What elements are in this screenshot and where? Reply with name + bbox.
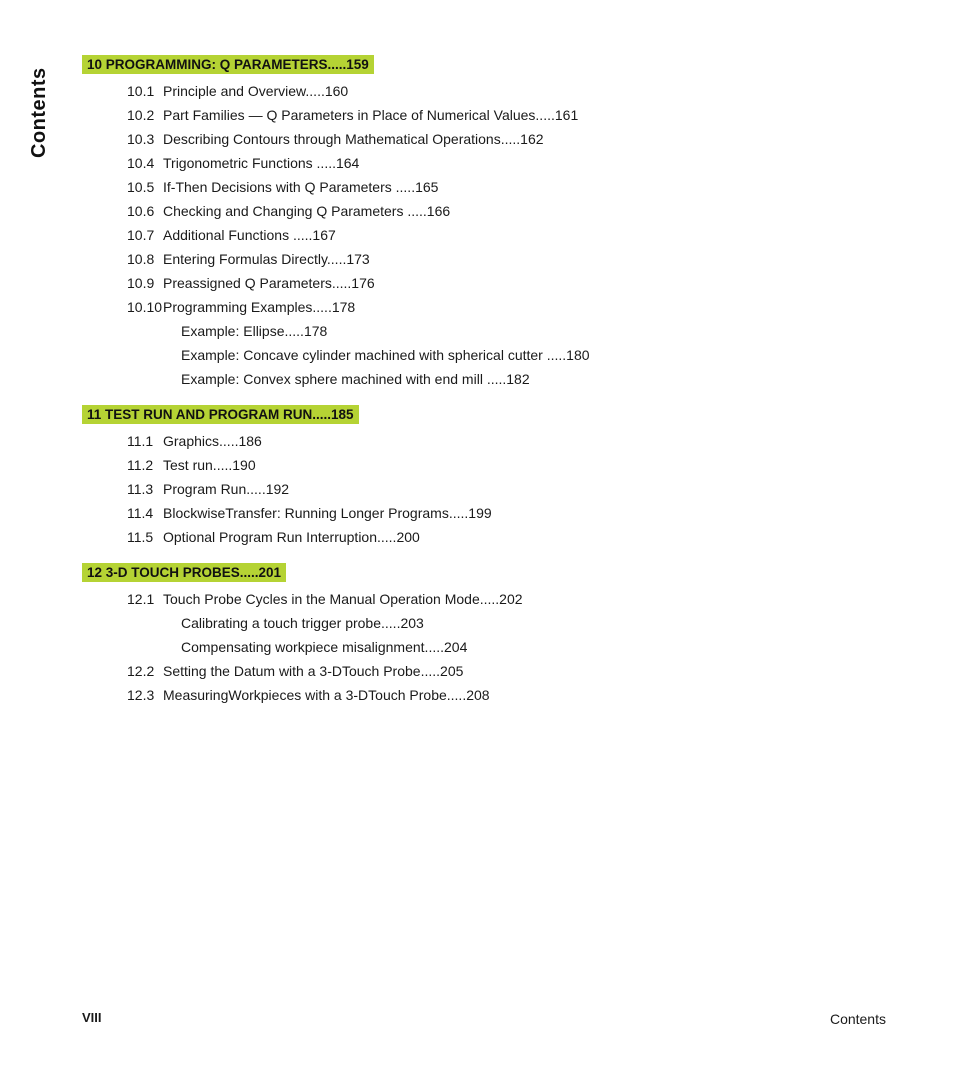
toc-chapter (82, 55, 902, 391)
entry-title: Example: Ellipse.....178 (181, 323, 328, 339)
entry-number: 11.5 (127, 529, 154, 545)
chapter-heading[interactable]: 10 PROGRAMMING: Q PARAMETERS.....159 (82, 55, 374, 74)
toc-entry[interactable] (82, 453, 902, 477)
entry-title: Preassigned Q Parameters.....176 (163, 275, 375, 291)
toc-subentry[interactable] (82, 635, 902, 659)
entry-number: 12.3 (127, 687, 155, 703)
toc-entry[interactable] (82, 295, 902, 319)
entry-number: 12.1 (127, 591, 155, 607)
entry-title: Entering Formulas Directly.....173 (163, 251, 370, 267)
entry-number: 10.5 (127, 179, 155, 195)
toc-entry[interactable] (82, 477, 902, 501)
toc-entry[interactable] (82, 429, 902, 453)
entry-title: Example: Concave cylinder machined with spherical cutter .....180 (181, 347, 590, 363)
entry-title: Part Families — Q Parameters in Place of Numerical Values.....161 (163, 107, 579, 123)
toc-entry[interactable] (82, 659, 902, 683)
entry-title: Graphics.....186 (163, 433, 262, 449)
entry-number: 11.4 (127, 505, 154, 521)
entry-number: 10.2 (127, 107, 155, 123)
entry-title: Trigonometric Functions .....164 (163, 155, 360, 171)
entry-number: 10.8 (127, 251, 155, 267)
entry-number: 10.3 (127, 131, 155, 147)
toc-entry[interactable] (82, 79, 902, 103)
entry-title: Additional Functions .....167 (163, 227, 336, 243)
entry-title: Calibrating a touch trigger probe.....203 (181, 615, 424, 631)
side-section-title (28, 67, 50, 268)
entry-title: Setting the Datum with a 3-DTouch Probe.....205 (163, 663, 464, 679)
toc-entry[interactable] (82, 151, 902, 175)
toc-entry[interactable] (82, 175, 902, 199)
footer-section-label: Contents (829, 1011, 886, 1027)
entry-title: MeasuringWorkpieces with a 3-DTouch Probe.....208 (163, 687, 490, 703)
entry-title: Optional Program Run Interruption.....200 (163, 529, 420, 545)
toc-entry[interactable] (82, 271, 902, 295)
toc-entry[interactable] (82, 683, 902, 707)
toc-subentry[interactable] (82, 319, 902, 343)
toc-entry[interactable] (82, 127, 902, 151)
entry-title: Describing Contours through Mathematical Operations.....162 (163, 131, 544, 147)
toc-entry[interactable] (82, 247, 902, 271)
entry-title: Example: Convex sphere machined with end mill .....182 (181, 371, 530, 387)
entry-number: 10.1 (127, 83, 155, 99)
toc-subentry[interactable] (82, 343, 902, 367)
toc-entry[interactable] (82, 199, 902, 223)
toc-entry[interactable] (82, 103, 902, 127)
page-number: VIII (82, 1010, 102, 1025)
entry-number: 10.4 (127, 155, 155, 171)
entry-title: Touch Probe Cycles in the Manual Operation Mode.....202 (163, 591, 523, 607)
toc-entry[interactable] (82, 223, 902, 247)
entry-number: 10.7 (127, 227, 155, 243)
entry-number: 12.2 (127, 663, 155, 679)
entry-title: Programming Examples.....178 (163, 299, 356, 315)
entry-title: Compensating workpiece misalignment.....204 (181, 639, 468, 655)
entry-title: Test run.....190 (163, 457, 256, 473)
toc-entry[interactable] (82, 501, 902, 525)
toc-chapter (82, 563, 902, 707)
toc-entry[interactable] (82, 587, 902, 611)
entry-title: Program Run.....192 (163, 481, 290, 497)
entry-number: 10.9 (127, 275, 155, 291)
entry-number: 10.6 (127, 203, 155, 219)
entry-number: 10.10 (127, 299, 163, 315)
chapter-heading[interactable]: 12 3-D TOUCH PROBES.....201 (82, 563, 286, 582)
entry-number: 11.3 (127, 481, 154, 497)
toc-chapter (82, 405, 902, 549)
toc-subentry[interactable] (82, 611, 902, 635)
entry-title: If-Then Decisions with Q Parameters .....165 (163, 179, 439, 195)
entry-number: 11.2 (127, 457, 154, 473)
chapter-heading[interactable]: 11 TEST RUN AND PROGRAM RUN.....185 (82, 405, 359, 424)
side-title-text: Contents (28, 67, 50, 158)
toc-entry[interactable] (82, 525, 902, 549)
entry-title: BlockwiseTransfer: Running Longer Programs.....199 (163, 505, 492, 521)
table-of-contents (82, 55, 902, 721)
entry-title: Checking and Changing Q Parameters .....166 (163, 203, 451, 219)
entry-title: Principle and Overview.....160 (163, 83, 349, 99)
toc-subentry[interactable] (82, 367, 902, 391)
entry-number: 11.1 (127, 433, 154, 449)
